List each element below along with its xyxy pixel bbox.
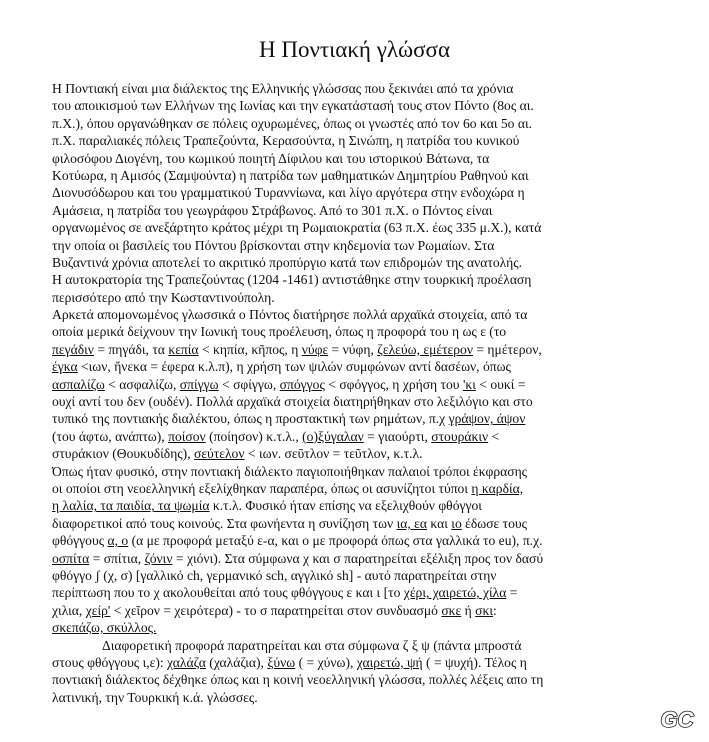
- text-line: [52, 515, 664, 532]
- text-line: [52, 323, 664, 340]
- text-segment: λατινική, την Τουρκική κ.ά. γλώσσες.: [52, 689, 258, 705]
- text-line: [52, 289, 664, 306]
- text-segment: έδωσε τους: [461, 515, 528, 531]
- underlined-term: ζόνιν: [144, 550, 173, 566]
- underlined-term: νύφε: [301, 341, 329, 357]
- text-segment: < ιων. σεῦτλον = τεῦτλον, κ.τ.λ.: [244, 446, 423, 462]
- underlined-term: πεγάδιν: [52, 341, 94, 357]
- text-segment: Η Ποντιακή είναι μια διάλεκτος της Ελληνικής γλώσσας που ξεκινάει από τα χρόνια: [52, 81, 514, 96]
- underlined-term: ιο: [451, 515, 462, 531]
- underlined-term: α, ο: [107, 533, 129, 549]
- text-segment: περισσότερο από την Κωσταντινούπολη.: [52, 289, 275, 305]
- text-line: [52, 97, 664, 114]
- underlined-term: κεπία: [168, 341, 199, 357]
- text-segment: = σπίτια,: [89, 550, 145, 566]
- text-segment: περίπτωση που το χ ακολουθείται από τους φθόγγους ε και ι [το: [52, 585, 404, 601]
- text-segment: (του άφτω, ανάπτω),: [52, 428, 169, 444]
- text-line: [52, 550, 664, 567]
- text-line: [52, 671, 664, 688]
- text-line: [52, 567, 664, 584]
- underlined-term: ζελεύω, εμέτερον: [377, 341, 473, 357]
- text-line: [52, 619, 664, 636]
- text-segment: του αποικισμού των Ελλήνων της Ιωνίας και την εγκατάστασή τους στον Πόντο (8ος αι.: [52, 98, 534, 114]
- text-segment: Αμάσεια, η πατρίδα του γεωγράφου Στράβωνος. Από το 301 π.Χ. ο Πόντος είναι: [52, 202, 493, 218]
- text-line: [52, 271, 664, 288]
- text-line: [52, 637, 664, 654]
- text-line: [52, 602, 664, 619]
- underlined-term: σεύτελον: [194, 446, 245, 462]
- text-segment: :: [493, 602, 497, 618]
- text-segment: = νύφη,: [328, 341, 378, 357]
- underlined-term: 'κι: [462, 376, 476, 392]
- text-line: [52, 219, 664, 236]
- document-body: [52, 80, 664, 706]
- text-line: [52, 689, 664, 706]
- text-line: [52, 376, 664, 393]
- underlined-term: χαιρετώ, ψή: [356, 654, 423, 670]
- underlined-term: ποίσον: [168, 428, 206, 444]
- underlined-term: (ο)ξύγαλαν: [302, 428, 364, 444]
- text-segment: = γιαούρτι,: [363, 428, 432, 444]
- text-segment: Όπως ήταν φυσικό, στην ποντιακή διάλεκτο παγιοποιήθηκαν παλαιοί τρόποι έκφρασης: [52, 463, 528, 479]
- text-line: [52, 410, 664, 427]
- underlined-term: σπίγγω: [179, 376, 219, 392]
- text-segment: = ημέτερον,: [472, 341, 542, 357]
- underlined-term: ια, εα: [396, 515, 427, 531]
- text-line: [52, 237, 664, 254]
- text-segment: ουχί αντί του δεν (ουδέν). Πολλά αρχαϊκά στοιχεία διατηρήθηκαν στο λεξιλόγιο και στο: [52, 394, 533, 410]
- text-segment: < σφόγγος, η χρήση του: [324, 376, 463, 392]
- text-segment: οι οποίοι στη νεοελληνική εξελίχθηκαν παραπέρα, όπως οι ασυνίζητοι τύποι: [52, 480, 472, 496]
- gc-logo: [659, 706, 695, 732]
- text-line: [52, 167, 664, 184]
- text-segment: φθόγγους: [52, 533, 108, 549]
- text-line: [52, 80, 664, 97]
- text-segment: < ασφαλίζω,: [104, 376, 180, 392]
- text-line: [52, 393, 664, 410]
- text-line: [52, 532, 664, 549]
- text-segment: χιλια,: [52, 602, 86, 618]
- text-line: [52, 445, 664, 462]
- text-segment: φθόγγο ʃ (χ, σ) [γαλλικό ch, γερμανικό sch, αγγλικό sh] - αυτό παρατηρείται στην: [52, 567, 497, 583]
- text-segment: και: [426, 515, 452, 531]
- text-line: [52, 202, 664, 219]
- text-segment: < σφίγγω,: [218, 376, 280, 392]
- text-segment: (χαλάζια),: [205, 654, 268, 670]
- text-segment: Αρκετά απομονωμένος γλωσσικά ο Πόντος διατήρησε πολλά αρχαϊκά στοιχεία, από τα: [52, 307, 528, 323]
- text-segment: ( = ψυχή). Τέλος η: [422, 654, 527, 670]
- underlined-term: έγκα: [52, 359, 78, 375]
- text-segment: τυπικό της ποντιακής διαλέκτου, όπως η προστακτική των ρημάτων, π.χ: [52, 411, 449, 427]
- text-line: [52, 132, 664, 149]
- text-segment: Κοτύωρα, η Αμισός (Σαμψούντα) η πατρίδα των μαθηματικών Δημητρίου Ραθηνού και: [52, 167, 529, 183]
- underlined-term: σπόγγος: [279, 376, 325, 392]
- text-line: [52, 341, 664, 358]
- text-segment: Η αυτοκρατορία της Τραπεζούντας (1204 -1461) αντιστάθηκε στην τουρκική προέλαση: [52, 272, 532, 288]
- text-line: [52, 480, 664, 497]
- text-segment: οποία μερικά δείχνουν την Ιωνική τους προέλευση, όπως η προφορά του η ως ε (το: [52, 324, 507, 340]
- text-segment: < χεῖρον = χειρότερα) - το σ παρατηρείται στον συνδυασμό: [110, 602, 442, 618]
- text-segment: π.Χ. παραλιακές πόλεις Τραπεζούντα, Κερασούντα, η Σινώπη, η πατρίδα του κυνικού: [52, 133, 520, 149]
- underlined-term: σκε: [441, 602, 462, 618]
- underlined-term: σκι: [475, 602, 493, 618]
- underlined-term: στουράκιν: [431, 428, 489, 444]
- text-segment: = χιόνι). Στα σύμφωνα χ και σ παρατηρείται εξέλιξη προς τον δασύ: [172, 550, 544, 566]
- text-segment: την οποία οι βασιλείς του Πόντου βρίσκονται στην κηδεμονία των Ρωμαίων. Στα: [52, 237, 495, 253]
- underlined-term: χείρ': [85, 602, 111, 618]
- text-segment: < ουκί =: [475, 376, 526, 392]
- text-line: [52, 115, 664, 132]
- text-line: [52, 654, 664, 671]
- text-segment: Διονυσόδωρου και του γραμματικού Τυραννίωνα, και λίγο αργότερα στην ενδοχώρα η: [52, 185, 525, 201]
- underlined-term: σκεπάζω, σκύλλος.: [52, 620, 157, 636]
- text-segment: =: [506, 585, 518, 601]
- text-line: [52, 497, 664, 514]
- text-segment: οργανωμένος σε ανεξάρτητο κράτος μέχρι τη Ρωμαιοκρατία (63 π.Χ. έως 335 μ.Χ.), κατά: [52, 220, 542, 236]
- document-title: Η Ποντιακή γλώσσα: [258, 37, 451, 62]
- text-segment: ποντιακή διάλεκτος δέχθηκε όπως και η κοινή νεοελληνική γλώσσα, πολλές λέξεις απο τη: [52, 672, 544, 688]
- text-line: [52, 184, 664, 201]
- text-line: [52, 306, 664, 323]
- text-segment: στους φθόγγους ι,ε):: [52, 654, 168, 670]
- text-segment: κ.τ.λ. Φυσικό ήταν επίσης να εξελιχθούν φθόγγοι: [209, 498, 482, 514]
- gc-logo-text: GC: [660, 707, 694, 732]
- text-segment: < κηπία, κῆπος, η: [198, 341, 302, 357]
- text-segment: ( = χύνω),: [295, 654, 357, 670]
- text-line: [52, 584, 664, 601]
- text-line: [52, 358, 664, 375]
- underlined-term: η καρδία,: [471, 480, 524, 496]
- text-segment: <ιων, ἤνεκα = έφερα κ.λ.π), η χρήση των ψιλών συμφώνων αντί δασέων, όπως: [77, 359, 511, 375]
- text-segment: φιλοσόφου Διογένη, του κωμικού ποιητή Δίφιλου και του ιστορικού Βάτωνα, τα: [52, 150, 490, 166]
- text-segment: (ποίησον) κ.τ.λ.,: [205, 428, 303, 444]
- underlined-term: γράψον, άψον: [448, 411, 526, 427]
- text-segment: ή: [461, 602, 476, 618]
- underlined-term: η λαλία, τα παιδία, τα ψωμία: [52, 498, 210, 514]
- text-segment: <: [488, 428, 500, 444]
- underlined-term: χαλάζα: [167, 654, 206, 670]
- underlined-term: ξύνω: [267, 654, 296, 670]
- text-segment: π.Χ.), όπου οργανώθηκαν σε πόλεις οχυρωμένες, όπως οι γνωστές από τον 6ο και 5ο αι.: [52, 115, 533, 131]
- text-line: [52, 463, 664, 480]
- underlined-term: οσπίτα: [52, 550, 90, 566]
- underlined-term: χέρι, χαιρετώ, χίλα: [403, 585, 507, 601]
- text-line: [52, 150, 664, 167]
- underlined-term: ασπαλίζω: [52, 376, 105, 392]
- text-segment: = πηγάδι, τα: [93, 341, 169, 357]
- text-line: [52, 254, 664, 271]
- text-line: [52, 428, 664, 445]
- text-segment: Διαφορετική προφορά παρατηρείται και στα σύμφωνα ζ ξ ψ (πάντα μπροστά: [102, 637, 522, 653]
- text-segment: στυράκιον (Θουκυδίδης),: [52, 446, 195, 462]
- text-segment: Βυζαντινά χρόνια αποτελεί το ακριτικό προπύργιο κατά των επιδρομών της ανατολής.: [52, 254, 523, 270]
- text-segment: (α με προφορά μεταξύ ε-α, και ο με προφορά όπως στα γαλλικά το eu), π.χ.: [128, 533, 543, 549]
- text-segment: διαφορετικοί από τους κοινούς. Στα φωνήεντα η συνίζηση των: [52, 515, 397, 531]
